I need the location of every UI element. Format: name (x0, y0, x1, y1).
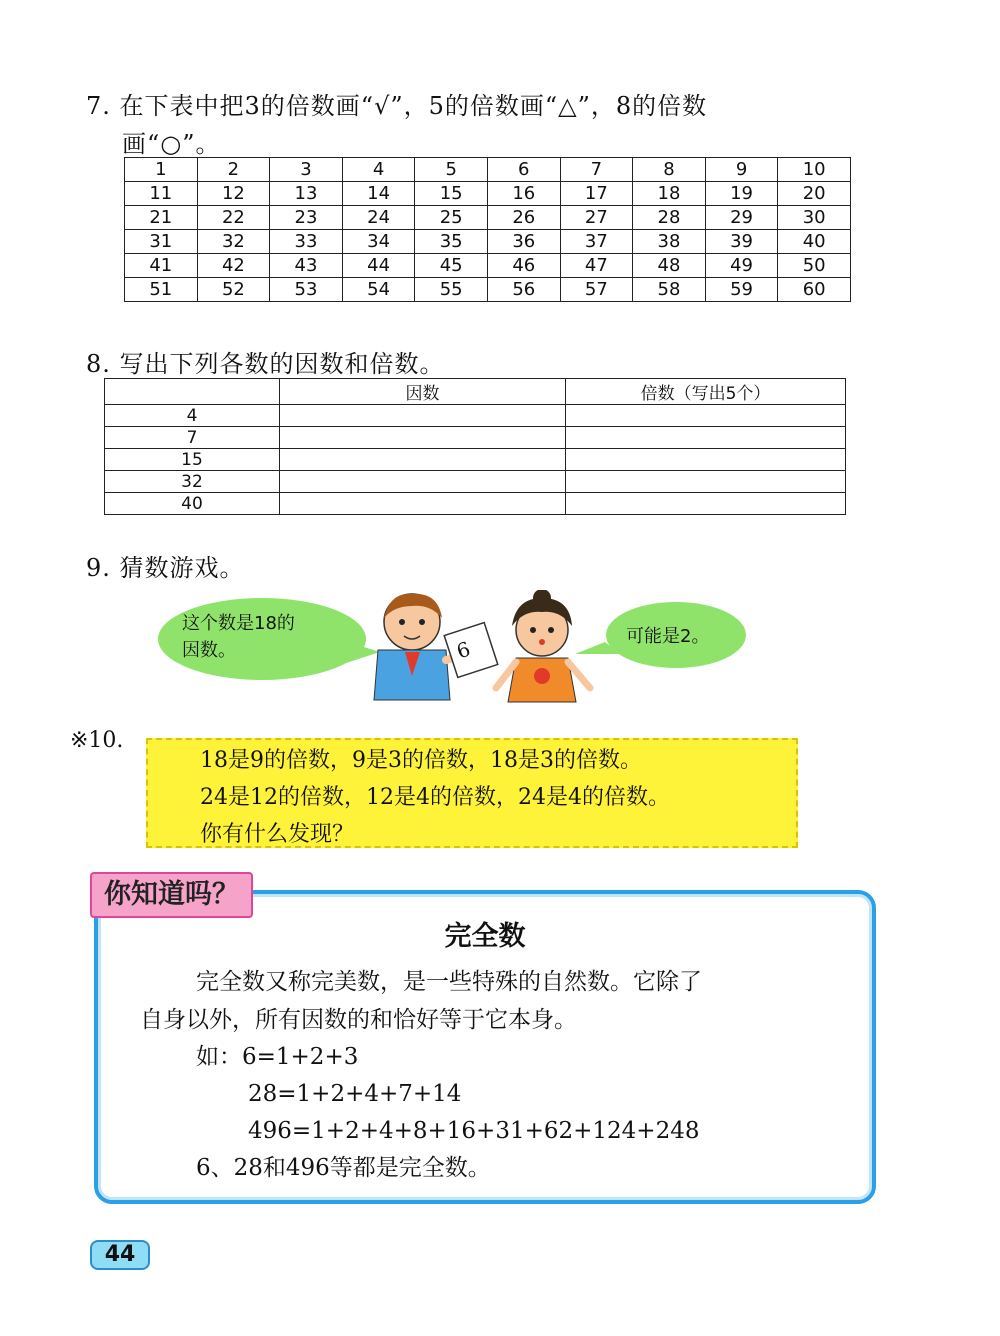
grid-cell[interactable]: 30 (778, 206, 851, 230)
grid-cell[interactable]: 53 (270, 278, 343, 302)
bubble-right-text: 可能是2。 (626, 626, 710, 647)
grid-cell[interactable]: 49 (705, 254, 778, 278)
grid-cell[interactable]: 3 (270, 158, 343, 182)
q10-line3: 你有什么发现？ (200, 822, 355, 847)
grid-row (125, 278, 851, 302)
grid-cell[interactable]: 54 (342, 278, 415, 302)
grid-cell[interactable]: 2 (197, 158, 270, 182)
grid-cell[interactable]: 51 (125, 278, 198, 302)
grid-cell[interactable]: 13 (270, 182, 343, 206)
grid-cell[interactable]: 35 (415, 230, 488, 254)
table-row (105, 471, 846, 493)
perfect-number-title: 完全数 (444, 921, 526, 952)
row-number: 40 (105, 493, 280, 515)
q9-title: 9. 猜数游戏。 (86, 554, 245, 582)
bubble-left-line1: 这个数是18的 (182, 613, 295, 634)
grid-cell[interactable]: 55 (415, 278, 488, 302)
grid-cell[interactable]: 59 (705, 278, 778, 302)
row-number: 7 (105, 427, 280, 449)
grid-cell[interactable]: 21 (125, 206, 198, 230)
grid-row (125, 206, 851, 230)
factors-answer-cell[interactable] (280, 427, 566, 449)
q7-title-line2: 画“○”。 (122, 130, 221, 158)
grid-row (125, 158, 851, 182)
grid-cell[interactable]: 38 (633, 230, 706, 254)
grid-cell[interactable]: 29 (705, 206, 778, 230)
grid-cell[interactable]: 47 (560, 254, 633, 278)
multiples-answer-cell[interactable] (566, 471, 846, 493)
multiples-answer-cell[interactable] (566, 493, 846, 515)
grid-cell[interactable]: 14 (342, 182, 415, 206)
grid-cell[interactable]: 60 (778, 278, 851, 302)
grid-cell[interactable]: 36 (487, 230, 560, 254)
q10-statement-box (146, 738, 798, 848)
header-number (105, 379, 280, 405)
factors-answer-cell[interactable] (280, 449, 566, 471)
grid-cell[interactable]: 4 (342, 158, 415, 182)
grid-cell[interactable]: 26 (487, 206, 560, 230)
header-multiples: 倍数（写出5个） (566, 379, 846, 405)
grid-cell[interactable]: 42 (197, 254, 270, 278)
grid-row (125, 230, 851, 254)
grid-cell[interactable]: 28 (633, 206, 706, 230)
grid-cell[interactable]: 39 (705, 230, 778, 254)
grid-cell[interactable]: 12 (197, 182, 270, 206)
row-number: 4 (105, 405, 280, 427)
table-row (105, 493, 846, 515)
grid-row (125, 254, 851, 278)
speech-bubble-right (606, 602, 746, 668)
table-row (105, 449, 846, 471)
multiples-grid (124, 157, 851, 302)
conclusion: 6、28和496等都是完全数。 (196, 1155, 491, 1181)
grid-cell[interactable]: 16 (487, 182, 560, 206)
grid-cell[interactable]: 5 (415, 158, 488, 182)
grid-cell[interactable]: 41 (125, 254, 198, 278)
factors-answer-cell[interactable] (280, 405, 566, 427)
grid-cell[interactable]: 18 (633, 182, 706, 206)
grid-cell[interactable]: 10 (778, 158, 851, 182)
grid-cell[interactable]: 24 (342, 206, 415, 230)
q10-line2: 24是12的倍数，12是4的倍数，24是4的倍数。 (200, 785, 670, 810)
number-card (444, 623, 498, 678)
header-factors: 因数 (280, 379, 566, 405)
grid-cell[interactable]: 44 (342, 254, 415, 278)
para-line1: 完全数又称完美数，是一些特殊的自然数。它除了 (196, 969, 702, 995)
grid-cell[interactable]: 50 (778, 254, 851, 278)
table-row (105, 405, 846, 427)
grid-cell[interactable]: 45 (415, 254, 488, 278)
grid-cell[interactable]: 23 (270, 206, 343, 230)
grid-cell[interactable]: 1 (125, 158, 198, 182)
did-you-know-tag: 你知道吗？ (90, 872, 253, 918)
grid-cell[interactable]: 52 (197, 278, 270, 302)
grid-cell[interactable]: 19 (705, 182, 778, 206)
table-row (105, 427, 846, 449)
speech-bubble-left (158, 598, 366, 680)
grid-cell[interactable]: 46 (487, 254, 560, 278)
row-number: 32 (105, 471, 280, 493)
grid-cell[interactable]: 11 (125, 182, 198, 206)
q10-line1: 18是9的倍数，9是3的倍数，18是3的倍数。 (200, 748, 642, 773)
bubble-left-line2: 因数。 (182, 640, 236, 661)
factors-answer-cell[interactable] (280, 493, 566, 515)
example-3: 496=1+2+4+8+16+31+62+124+248 (248, 1118, 700, 1144)
grid-cell[interactable]: 8 (633, 158, 706, 182)
grid-cell[interactable]: 22 (197, 206, 270, 230)
grid-row (125, 182, 851, 206)
grid-cell[interactable]: 40 (778, 230, 851, 254)
grid-cell[interactable]: 43 (270, 254, 343, 278)
girl-figure (496, 590, 590, 702)
grid-cell[interactable]: 9 (705, 158, 778, 182)
grid-cell[interactable]: 7 (560, 158, 633, 182)
grid-cell[interactable]: 57 (560, 278, 633, 302)
grid-cell[interactable]: 48 (633, 254, 706, 278)
grid-cell[interactable]: 58 (633, 278, 706, 302)
card-number: 6 (453, 636, 474, 664)
grid-cell[interactable]: 20 (778, 182, 851, 206)
grid-cell[interactable]: 25 (415, 206, 488, 230)
factors-multiples-table (104, 378, 846, 515)
q8-title: 8. 写出下列各数的因数和倍数。 (86, 350, 445, 378)
grid-cell[interactable]: 6 (487, 158, 560, 182)
row-number: 15 (105, 449, 280, 471)
grid-cell[interactable]: 34 (342, 230, 415, 254)
grid-cell[interactable]: 17 (560, 182, 633, 206)
example-2: 28=1+2+4+7+14 (248, 1081, 462, 1107)
multiples-answer-cell[interactable] (566, 427, 846, 449)
grid-cell[interactable]: 27 (560, 206, 633, 230)
grid-cell[interactable]: 33 (270, 230, 343, 254)
q7-title-line1: 7. 在下表中把3的倍数画“√”，5的倍数画“△”，8的倍数 (86, 92, 708, 120)
multiples-answer-cell[interactable] (566, 405, 846, 427)
grid-cell[interactable]: 31 (125, 230, 198, 254)
para-line2: 自身以外，所有因数的和恰好等于它本身。 (140, 1007, 577, 1033)
page-number: 44 (90, 1240, 150, 1270)
grid-cell[interactable]: 37 (560, 230, 633, 254)
multiples-answer-cell[interactable] (566, 449, 846, 471)
q10-label: ※10. (70, 728, 124, 753)
grid-cell[interactable]: 32 (197, 230, 270, 254)
grid-cell[interactable]: 56 (487, 278, 560, 302)
grid-cell[interactable]: 15 (415, 182, 488, 206)
factors-answer-cell[interactable] (280, 471, 566, 493)
example-1: 如：6=1+2+3 (196, 1044, 359, 1070)
